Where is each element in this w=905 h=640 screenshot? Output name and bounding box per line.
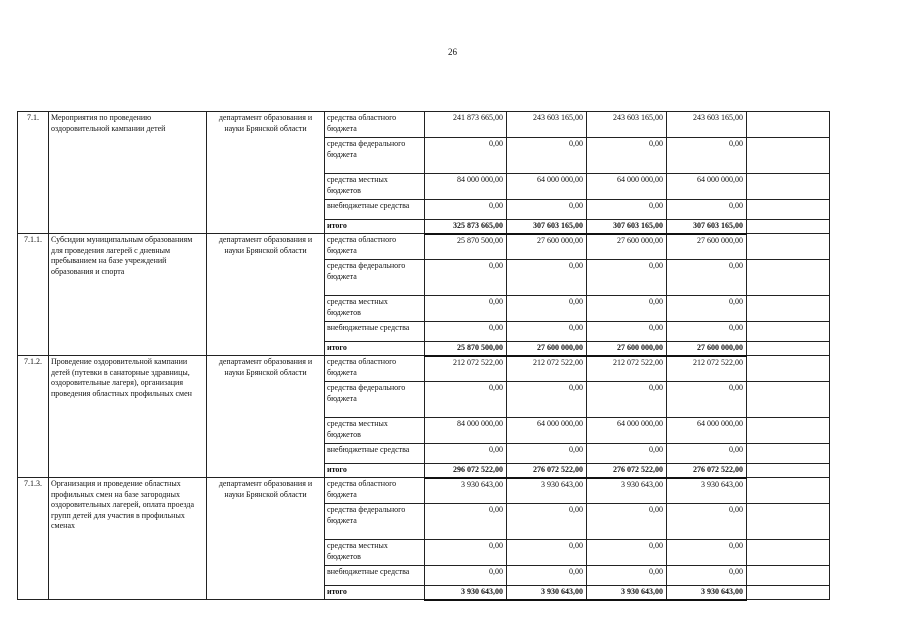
item-name: Организация и проведение областных профильных смен на базе загородных оздоровительных лагерей, оплата проезда групп детей для участия в профильных сменах bbox=[49, 478, 207, 600]
funding-source: средства федерального бюджета bbox=[325, 504, 425, 540]
amount-cell: 0,00 bbox=[667, 566, 747, 586]
amount-cell: 27 600 000,00 bbox=[587, 342, 667, 356]
amount-cell: 0,00 bbox=[507, 260, 587, 296]
amount-cell: 0,00 bbox=[587, 322, 667, 342]
amount-cell: 3 930 643,00 bbox=[587, 478, 667, 504]
amount-cell: 276 072 522,00 bbox=[667, 464, 747, 478]
amount-cell: 0,00 bbox=[667, 322, 747, 342]
financing-table bbox=[17, 111, 830, 601]
funding-source: внебюджетные средства bbox=[325, 444, 425, 464]
executor: департамент образования и науки Брянской области bbox=[207, 478, 325, 600]
empty-cell bbox=[747, 478, 830, 504]
amount-cell: 0,00 bbox=[667, 260, 747, 296]
amount-cell: 0,00 bbox=[667, 540, 747, 566]
amount-cell: 0,00 bbox=[507, 566, 587, 586]
amount-cell: 64 000 000,00 bbox=[507, 174, 587, 200]
amount-cell: 3 930 643,00 bbox=[507, 478, 587, 504]
amount-cell: 276 072 522,00 bbox=[507, 464, 587, 478]
empty-cell bbox=[747, 260, 830, 296]
amount-cell: 0,00 bbox=[667, 382, 747, 418]
amount-cell: 0,00 bbox=[425, 200, 507, 220]
amount-cell: 0,00 bbox=[425, 322, 507, 342]
amount-cell: 0,00 bbox=[425, 444, 507, 464]
amount-cell: 64 000 000,00 bbox=[667, 174, 747, 200]
amount-cell: 0,00 bbox=[425, 540, 507, 566]
amount-cell: 243 603 165,00 bbox=[667, 112, 747, 138]
amount-cell: 0,00 bbox=[425, 260, 507, 296]
amount-cell: 3 930 643,00 bbox=[425, 586, 507, 600]
funding-source: средства местных бюджетов bbox=[325, 540, 425, 566]
amount-cell: 64 000 000,00 bbox=[587, 418, 667, 444]
item-code: 7.1. bbox=[18, 112, 49, 234]
amount-cell: 212 072 522,00 bbox=[667, 356, 747, 382]
amount-cell: 27 600 000,00 bbox=[507, 234, 587, 260]
amount-cell: 0,00 bbox=[425, 296, 507, 322]
funding-source: внебюджетные средства bbox=[325, 566, 425, 586]
amount-cell: 27 600 000,00 bbox=[507, 342, 587, 356]
funding-source: средства местных бюджетов bbox=[325, 418, 425, 444]
funding-source: средства областного бюджета bbox=[325, 478, 425, 504]
empty-cell bbox=[747, 540, 830, 566]
item-code: 7.1.3. bbox=[18, 478, 49, 600]
funding-source: средства областного бюджета bbox=[325, 112, 425, 138]
amount-cell: 0,00 bbox=[587, 260, 667, 296]
amount-cell: 27 600 000,00 bbox=[667, 234, 747, 260]
amount-cell: 0,00 bbox=[507, 540, 587, 566]
amount-cell: 0,00 bbox=[667, 444, 747, 464]
funding-source: средства федерального бюджета bbox=[325, 382, 425, 418]
empty-cell bbox=[747, 464, 830, 478]
amount-cell: 0,00 bbox=[587, 504, 667, 540]
amount-cell: 3 930 643,00 bbox=[587, 586, 667, 600]
funding-source: средства областного бюджета bbox=[325, 356, 425, 382]
empty-cell bbox=[747, 566, 830, 586]
empty-cell bbox=[747, 234, 830, 260]
funding-source: итого bbox=[325, 464, 425, 478]
executor: департамент образования и науки Брянской области bbox=[207, 356, 325, 478]
amount-cell: 64 000 000,00 bbox=[507, 418, 587, 444]
funding-source: итого bbox=[325, 220, 425, 234]
item-name: Субсидии муниципальным образованиям для проведения лагерей с дневным пребыванием на базе учреждений образования и спорта bbox=[49, 234, 207, 356]
amount-cell: 307 603 165,00 bbox=[587, 220, 667, 234]
amount-cell: 0,00 bbox=[425, 138, 507, 174]
amount-cell: 0,00 bbox=[667, 296, 747, 322]
amount-cell: 84 000 000,00 bbox=[425, 174, 507, 200]
amount-cell: 3 930 643,00 bbox=[425, 478, 507, 504]
funding-source: средства федерального бюджета bbox=[325, 138, 425, 174]
empty-cell bbox=[747, 220, 830, 234]
amount-cell: 325 873 665,00 bbox=[425, 220, 507, 234]
amount-cell: 296 072 522,00 bbox=[425, 464, 507, 478]
amount-cell: 243 603 165,00 bbox=[507, 112, 587, 138]
empty-cell bbox=[747, 504, 830, 540]
item-name: Проведение оздоровительной кампании детей (путевки в санаторные здравницы, оздоровительные лагеря), организация проведения областных профильных смен bbox=[49, 356, 207, 478]
funding-source: внебюджетные средства bbox=[325, 322, 425, 342]
page-number: 26 bbox=[448, 47, 457, 57]
amount-cell: 212 072 522,00 bbox=[425, 356, 507, 382]
amount-cell: 0,00 bbox=[425, 504, 507, 540]
funding-source: средства областного бюджета bbox=[325, 234, 425, 260]
amount-cell: 0,00 bbox=[587, 296, 667, 322]
funding-source: средства федерального бюджета bbox=[325, 260, 425, 296]
amount-cell: 64 000 000,00 bbox=[587, 174, 667, 200]
executor: департамент образования и науки Брянской области bbox=[207, 112, 325, 234]
empty-cell bbox=[747, 112, 830, 138]
amount-cell: 25 870 500,00 bbox=[425, 234, 507, 260]
amount-cell: 64 000 000,00 bbox=[667, 418, 747, 444]
amount-cell: 0,00 bbox=[587, 566, 667, 586]
amount-cell: 3 930 643,00 bbox=[667, 478, 747, 504]
empty-cell bbox=[747, 444, 830, 464]
funding-source: внебюджетные средства bbox=[325, 200, 425, 220]
amount-cell: 0,00 bbox=[667, 504, 747, 540]
amount-cell: 3 930 643,00 bbox=[507, 586, 587, 600]
empty-cell bbox=[747, 342, 830, 356]
amount-cell: 0,00 bbox=[667, 200, 747, 220]
item-code: 7.1.2. bbox=[18, 356, 49, 478]
executor: департамент образования и науки Брянской области bbox=[207, 234, 325, 356]
amount-cell: 0,00 bbox=[425, 566, 507, 586]
amount-cell: 243 603 165,00 bbox=[587, 112, 667, 138]
empty-cell bbox=[747, 586, 830, 600]
amount-cell: 0,00 bbox=[507, 296, 587, 322]
table-row bbox=[18, 356, 830, 382]
empty-cell bbox=[747, 382, 830, 418]
empty-cell bbox=[747, 296, 830, 322]
empty-cell bbox=[747, 138, 830, 174]
amount-cell: 84 000 000,00 bbox=[425, 418, 507, 444]
amount-cell: 0,00 bbox=[507, 322, 587, 342]
amount-cell: 0,00 bbox=[425, 382, 507, 418]
amount-cell: 0,00 bbox=[507, 200, 587, 220]
amount-cell: 0,00 bbox=[587, 540, 667, 566]
amount-cell: 241 873 665,00 bbox=[425, 112, 507, 138]
amount-cell: 276 072 522,00 bbox=[587, 464, 667, 478]
amount-cell: 25 870 500,00 bbox=[425, 342, 507, 356]
amount-cell: 0,00 bbox=[507, 382, 587, 418]
item-code: 7.1.1. bbox=[18, 234, 49, 356]
amount-cell: 3 930 643,00 bbox=[667, 586, 747, 600]
empty-cell bbox=[747, 174, 830, 200]
empty-cell bbox=[747, 356, 830, 382]
amount-cell: 27 600 000,00 bbox=[667, 342, 747, 356]
item-name: Мероприятия по проведению оздоровительной кампании детей bbox=[49, 112, 207, 234]
funding-source: средства местных бюджетов bbox=[325, 174, 425, 200]
amount-cell: 0,00 bbox=[667, 138, 747, 174]
amount-cell: 0,00 bbox=[507, 138, 587, 174]
funding-source: итого bbox=[325, 586, 425, 600]
empty-cell bbox=[747, 200, 830, 220]
amount-cell: 0,00 bbox=[587, 200, 667, 220]
amount-cell: 0,00 bbox=[587, 444, 667, 464]
amount-cell: 212 072 522,00 bbox=[507, 356, 587, 382]
funding-source: итого bbox=[325, 342, 425, 356]
empty-cell bbox=[747, 418, 830, 444]
amount-cell: 0,00 bbox=[587, 382, 667, 418]
table-row bbox=[18, 112, 830, 138]
amount-cell: 0,00 bbox=[507, 504, 587, 540]
amount-cell: 307 603 165,00 bbox=[507, 220, 587, 234]
funding-source: средства местных бюджетов bbox=[325, 296, 425, 322]
amount-cell: 307 603 165,00 bbox=[667, 220, 747, 234]
table-row bbox=[18, 478, 830, 504]
amount-cell: 0,00 bbox=[507, 444, 587, 464]
empty-cell bbox=[747, 322, 830, 342]
amount-cell: 27 600 000,00 bbox=[587, 234, 667, 260]
amount-cell: 0,00 bbox=[587, 138, 667, 174]
amount-cell: 212 072 522,00 bbox=[587, 356, 667, 382]
table-row bbox=[18, 234, 830, 260]
